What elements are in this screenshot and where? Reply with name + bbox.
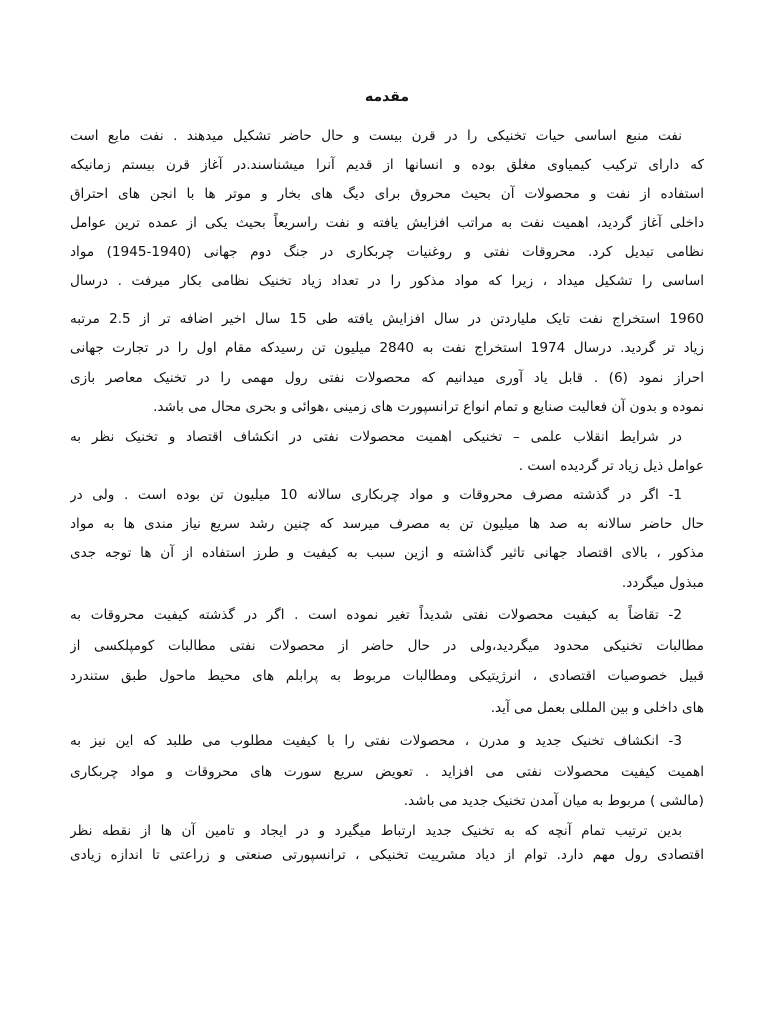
- list-item-line: حال حاضر سالانه به صد ها میلیون تن به مصرف میرسد که چنین رشد سریع نیاز مندی ها به مواد: [70, 516, 704, 532]
- list-item-line: 3- انکشاف تخنیک جدید و مدرن ، محصولات نفتی را با کیفیت مطلوب می طلبد که این نیز به: [70, 733, 682, 749]
- paragraph-line: استفاده از نفت و محصولات آن بحیث محروق برای دیگ های بخار و موتر ها با انجن های احتراق: [70, 186, 704, 202]
- paragraph-line: عوامل ذیل زیاد تر گردیده است .: [518, 458, 704, 474]
- paragraph-line: نظامی تبدیل کرد. محروقات نفتی و روغنیات چربکاری در جنگ دوم جهانی (1940-1945) مواد: [70, 244, 704, 260]
- list-item-line: قبیل خصوصیات اقتصادی ، انرژیتیکی ومطالبات مربوط به پرابلم های محیط ماحول طبق ستندرد: [70, 668, 704, 684]
- list-item-line: مذکور ، بالای اقتصاد جهانی تاثیر گذاشته و ازین سبب به کیفیت و طرز استفاده از آن ها توجه جدی: [70, 545, 704, 561]
- paragraph-line: احراز نمود (6) . قابل یاد آوری میدانیم که محصولات نفتی رول مهمی را در تخنیک معاصر بازی: [70, 370, 704, 386]
- list-item-line: های داخلی و بین المللی بعمل می آید.: [490, 700, 704, 716]
- list-item-line: مبذول میگردد.: [621, 575, 704, 591]
- paragraph-line: داخلی آغاز گردید، اهمیت نفت به مراتب افزایش یافته و نفت راسریعاً بحیث یکی از عمده ترین عوامل: [70, 215, 704, 231]
- list-item-line: مطالبات تخنیکی محدود میگردید،ولی در حال حاضر از محصولات نفتی مطالبات کومپلکسی از: [70, 638, 704, 654]
- document-page: [70, 0, 704, 1024]
- list-item-line: اهمیت کیفیت محصولات نفتی می افزاید . تعویض سریع سورت های محروقات و مواد چربکاری: [70, 764, 704, 780]
- paragraph-line: 1960 استخراج نفت تایک ملیاردتن در سال افزایش یافته طی 15 سال اخیر اضافه تر از 2.5 مرتبه: [70, 311, 704, 327]
- document-title: مقدمه: [365, 89, 409, 105]
- paragraph-line: زیاد تر گردید. درسال 1974 استخراج نفت به 2840 میلیون تن رسیدکه مقام اول را در تجارت جهانی: [70, 340, 704, 356]
- list-item-line: (مالشی ) مربوط به میان آمدن تخنیک جدید می باشد.: [403, 793, 704, 809]
- paragraph-line: اقتصادی رول مهم دارد. توام از دیاد مشرییت تخنیکی ، ترانسپورتی صنعتی و زراعتی تا اندازه زیادی: [70, 847, 704, 863]
- list-item-line: 1- اگر در گذشته مصرف محروقات و مواد چربکاری سالانه 10 میلیون تن بوده است . ولی در: [70, 487, 682, 503]
- paragraph-line: بدین ترتیب تمام آنچه که به تخنیک جدید ارتباط میگیرد و در ایجاد و تامین آن ها از نقطه نظر: [70, 823, 682, 839]
- paragraph-line: نموده و بدون آن فعالیت صنایع و تمام انواع ترانسپورت های زمینی ،هوائی و بحری محال می باشد.: [153, 399, 704, 415]
- paragraph-line: اساسی را تشکیل میداد ، زیرا که مواد مذکور را در تعداد زیاد تخنیک نظامی بکار میرفت . درسال: [70, 273, 704, 289]
- paragraph-line: نفت منبع اساسی حیات تخنیکی را در قرن بیست و حال حاضر تشکیل میدهند . نفت مایع است: [70, 128, 682, 144]
- list-item-line: 2- تقاضاً به کیفیت محصولات نفتی شدیداً تغیر نموده است . اگر در گذشته کیفیت محروقات به: [70, 607, 682, 623]
- paragraph-line: در شرایط انقلاب علمی – تخنیکی اهمیت محصولات نفتی در انکشاف اقتصاد و تخنیک نظر به: [70, 429, 682, 445]
- paragraph-line: که دارای ترکیب کیمیاوی مغلق بوده و انسانها از قدیم آنرا میشناسند.در آغاز قرن بیستم زمانیکه: [70, 157, 704, 173]
